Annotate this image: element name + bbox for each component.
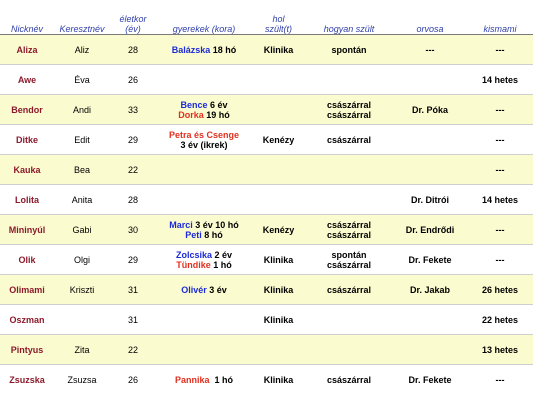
header-first [54,0,110,35]
cell-age: 22 [110,155,156,185]
table-row [0,365,533,396]
child-name: Bence [180,99,208,110]
child-entry [156,110,252,120]
cell-pregnancy: 14 hetes [467,185,533,215]
child-age: 3 év [206,284,227,295]
birth-method: császárral [326,219,372,230]
cell-children [156,245,252,275]
child-entry [156,130,252,140]
child-name: Petra és Csenge [168,129,240,140]
header-place [252,0,305,35]
cell-age: 31 [110,275,156,305]
cell-doctor: --- [393,35,467,65]
cell-doctor: Dr. Jakab [393,275,467,305]
cell-nickname: Olik [0,245,54,275]
table-row [0,95,533,125]
cell-age: 28 [110,185,156,215]
child-name: Marci [169,219,193,230]
table-row [0,275,533,305]
cell-age: 31 [110,305,156,335]
cell-doctor [393,65,467,95]
header-nick [0,0,54,35]
cell-birth-place: Klinika [252,245,305,275]
child-age: 2 év [212,249,233,260]
child-name: Balázska [171,44,211,55]
cell-birth-place [252,155,305,185]
cell-birth-place [252,185,305,215]
child-entry [156,45,252,55]
table-row [0,305,533,335]
cell-nickname: Lolita [0,185,54,215]
cell-first-name: Zsuzsa [54,365,110,396]
cell-doctor [393,155,467,185]
cell-age: 29 [110,245,156,275]
child-age: 1 hó [209,375,234,385]
cell-pregnancy: --- [467,245,533,275]
cell-birth-place: Klinika [252,365,305,396]
cell-first-name: Gabi [54,215,110,245]
cell-children [156,275,252,305]
cell-pregnancy: --- [467,215,533,245]
cell-birth-method [305,275,393,305]
cell-nickname: Mininyúl [0,215,54,245]
birth-method: császárral [326,259,372,270]
cell-birth-method [305,365,393,396]
cell-pregnancy: --- [467,365,533,396]
birth-method: császárral [326,375,372,385]
cell-age: 29 [110,125,156,155]
child-name: Dorka [178,109,204,120]
child-name: Tündike [176,259,211,270]
header-pregnant [467,0,533,35]
cell-children [156,65,252,95]
cell-pregnancy: 22 hetes [467,305,533,335]
cell-nickname: Aliza [0,35,54,65]
cell-first-name: Olgi [54,245,110,275]
cell-birth-method [305,125,393,155]
cell-first-name: Kriszti [54,275,110,305]
cell-children [156,125,252,155]
birth-method: császárral [326,284,372,295]
cell-children [156,215,252,245]
cell-doctor: Dr. Fekete [393,365,467,396]
cell-birth-place: Klinika [252,275,305,305]
child-age: 8 hó [201,229,223,240]
cell-nickname: Bendor [0,95,54,125]
header-age-bottom: (év) [125,24,141,34]
cell-birth-place: Klinika [252,305,305,335]
cell-nickname: Ditke [0,125,54,155]
header-birth-label: hogyan szült [323,24,375,34]
table-row [0,215,533,245]
cell-birth-method [305,215,393,245]
cell-first-name: Edit [54,125,110,155]
cell-age: 26 [110,365,156,396]
cell-nickname: Zsuzska [0,365,54,396]
table-row [0,245,533,275]
cell-birth-method [305,95,393,125]
child-age: 3 év (ikrek) [180,139,228,150]
cell-children [156,185,252,215]
cell-first-name: Éva [54,65,110,95]
child-age: 3 év 10 hó [192,219,239,230]
cell-birth-place [252,65,305,95]
child-name: Peti [185,229,202,240]
cell-children [156,365,252,396]
child-name: Olivér [181,284,207,295]
child-entry [156,285,252,295]
birth-method: császárral [326,134,372,145]
cell-age: 33 [110,95,156,125]
birth-method: császárral [326,109,372,120]
cell-pregnancy: --- [467,155,533,185]
table-row [0,125,533,155]
cell-pregnancy: 14 hetes [467,65,533,95]
child-entry [156,100,252,110]
birth-method: császárral [326,229,372,240]
cell-age: 22 [110,335,156,365]
header-place-bottom: szült(t) [265,24,292,34]
cell-age: 30 [110,215,156,245]
header-nick-label: Nicknév [10,24,43,34]
cell-birth-method [305,65,393,95]
child-entry [156,375,252,385]
cell-birth-method [305,245,393,275]
cell-birth-place: Kenézy [252,215,305,245]
birth-method: császárral [326,99,372,110]
cell-birth-place: Kenézy [252,125,305,155]
cell-pregnancy: 26 hetes [467,275,533,305]
cell-children [156,155,252,185]
cell-children [156,335,252,365]
cell-doctor [393,125,467,155]
cell-doctor: Dr. Fekete [393,245,467,275]
cell-pregnancy: --- [467,35,533,65]
table-row [0,35,533,65]
header-age-top: életkor [119,14,147,24]
header-place-top: hol [272,14,285,24]
cell-first-name: Andi [54,95,110,125]
table-body [0,35,533,396]
cell-doctor: Dr. Endrődi [393,215,467,245]
cell-birth-method [305,305,393,335]
cell-birth-method [305,35,393,65]
birth-method: spontán [331,249,367,260]
header-kids-label: gyerekek (kora) [172,24,236,34]
cell-pregnancy: --- [467,95,533,125]
table-row [0,155,533,185]
table-row [0,335,533,365]
header-doctor [393,0,467,35]
child-entry [156,260,252,270]
child-name: Pannika [174,375,210,385]
cell-children [156,305,252,335]
cell-children [156,95,252,125]
header-pregnant-label: kismami [483,24,517,34]
cell-birth-place [252,95,305,125]
child-age: 18 hó [210,44,237,55]
cell-first-name: Zita [54,335,110,365]
cell-age: 28 [110,35,156,65]
cell-children [156,35,252,65]
cell-doctor [393,305,467,335]
cell-pregnancy: --- [467,125,533,155]
header-age [110,0,156,35]
header-doctor-label: orvosa [416,24,444,34]
cell-birth-place: Klinika [252,35,305,65]
cell-doctor: Dr. Ditrói [393,185,467,215]
child-age: 1 hó [210,259,232,270]
child-name: Zolcsika [175,249,212,260]
header-kids [156,0,252,35]
cell-nickname: Oszman [0,305,54,335]
cell-first-name [54,305,110,335]
cell-birth-method [305,155,393,185]
cell-nickname: Kauka [0,155,54,185]
cell-birth-method [305,335,393,365]
child-entry [156,250,252,260]
child-age: 19 hó [203,109,230,120]
child-entry [156,140,252,150]
child-entry [156,220,252,230]
birth-method: spontán [331,44,367,55]
cell-nickname: Pintyus [0,335,54,365]
child-entry [156,230,252,240]
cell-age: 26 [110,65,156,95]
header-birth [305,0,393,35]
cell-nickname: Olimami [0,275,54,305]
child-age: 6 év [207,99,228,110]
cell-first-name: Aliz [54,35,110,65]
cell-first-name: Anita [54,185,110,215]
cell-pregnancy: 13 hetes [467,335,533,365]
cell-first-name: Bea [54,155,110,185]
header-first-label: Keresztnév [59,24,105,34]
table-row [0,65,533,95]
table-row [0,185,533,215]
cell-nickname: Awe [0,65,54,95]
header-row [0,0,533,35]
cell-birth-method [305,185,393,215]
cell-birth-place [252,335,305,365]
cell-doctor [393,335,467,365]
cell-doctor: Dr. Póka [393,95,467,125]
